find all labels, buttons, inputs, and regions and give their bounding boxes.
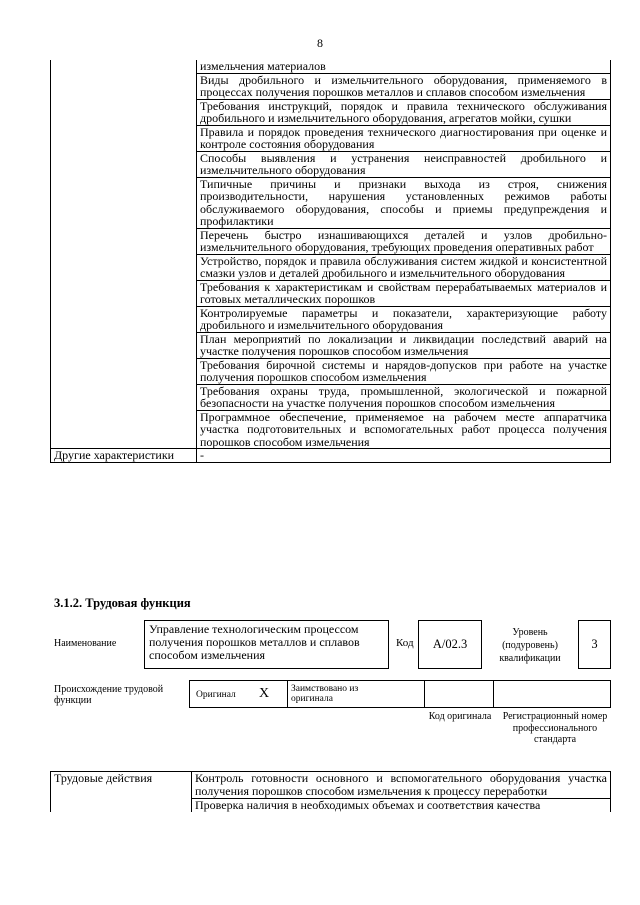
knowledge-item: Устройство, порядок и правила обслуживания систем жидкой и консистентной смазки узлов и деталей дробильного и измельчительного оборудования (197, 254, 611, 280)
origin-label: Происхождение трудовой функции (54, 684, 164, 706)
origin-original-cell (190, 681, 288, 707)
knowledge-item: Программное обеспечение, применяемое на рабочем месте аппаратчика участка подготовительных и вспомогательных работ процесса получения порошков способом измельчения (197, 410, 611, 449)
origin-code-cell (424, 681, 494, 707)
regnum-caption: Регистрационный номер профессионального стандарта (502, 711, 608, 745)
actions-label: Трудовые действия (51, 772, 192, 813)
knowledge-item: Требования инструкций, порядок и правила технического обслуживания дробильного и измельчительного оборудования, агрегатов мойки, сушки (197, 99, 611, 125)
other-characteristics-value: - (197, 449, 611, 463)
function-name: Управление технологическим процессом получения порошков металлов и сплавов способом измельчения (144, 620, 389, 669)
borrowed-label: Заимствовано из оригинала (291, 684, 359, 704)
original-mark: X (259, 686, 270, 701)
origin-regnum-cell (493, 681, 610, 707)
knowledge-item: Требования охраны труда, промышленной, экологической и пожарной безопасности на участке получения порошков способом измельчения (197, 384, 611, 410)
knowledge-item: Требования бирочной системы и нарядов-допусков при работе на участке получения порошков способом измельчения (197, 358, 611, 384)
page-number: 8 (317, 36, 323, 50)
other-characteristics-label: Другие характеристики (51, 449, 197, 463)
knowledge-item: Требования к характеристикам и свойствам перерабатываемых материалов и готовых металлических порошков (197, 280, 611, 306)
knowledge-item: Типичные причины и признаки выхода из строя, снижения производительности, нарушения установленных режимов работы обслуживаемого оборудования, способы и приемы предупреждения и профилактики (197, 177, 611, 228)
code-label: Код (396, 637, 414, 649)
action-item: Проверка наличия в необходимых объемах и соответствия качества (192, 799, 611, 813)
knowledge-label-cell (51, 60, 197, 449)
knowledge-item: измельчения материалов (197, 60, 611, 73)
section-title: 3.1.2. Трудовая функция (54, 596, 191, 610)
function-code: А/02.3 (418, 620, 482, 669)
function-level: 3 (578, 620, 611, 669)
knowledge-item: Перечень быстро изнашивающихся деталей и узлов дробильно-измельчительного оборудования, требующих проведения оперативных работ (197, 228, 611, 254)
origin-borrowed-cell (287, 681, 425, 707)
knowledge-item: Способы выявления и устранения неисправностей дробильного и измельчительного оборудования (197, 151, 611, 177)
origin-box (189, 680, 611, 708)
level-label: Уровень (подуровень) квалификации (499, 627, 561, 664)
knowledge-item: Виды дробильного и измельчительного оборудования, применяемого в процессах получения порошков металлов и сплавов способом измельчения (197, 73, 611, 99)
code-caption: Код оригинала (428, 711, 492, 722)
knowledge-item: Контролируемые параметры и показатели, характеризующие работу дробильного и измельчительного оборудования (197, 306, 611, 332)
knowledge-item: Правила и порядок проведения технического диагностирования при оценке и контроле состояния оборудования (197, 125, 611, 151)
original-label: Оригинал (196, 690, 236, 700)
knowledge-item: План мероприятий по локализации и ликвидации последствий аварий на участке получения порошков способом измельчения (197, 332, 611, 358)
knowledge-table (50, 60, 611, 463)
actions-table (50, 771, 611, 812)
action-item: Контроль готовности основного и вспомогательного оборудования участка получения порошков способом измельчения к процессу переработки (192, 772, 611, 799)
name-label: Наименование (54, 638, 117, 649)
